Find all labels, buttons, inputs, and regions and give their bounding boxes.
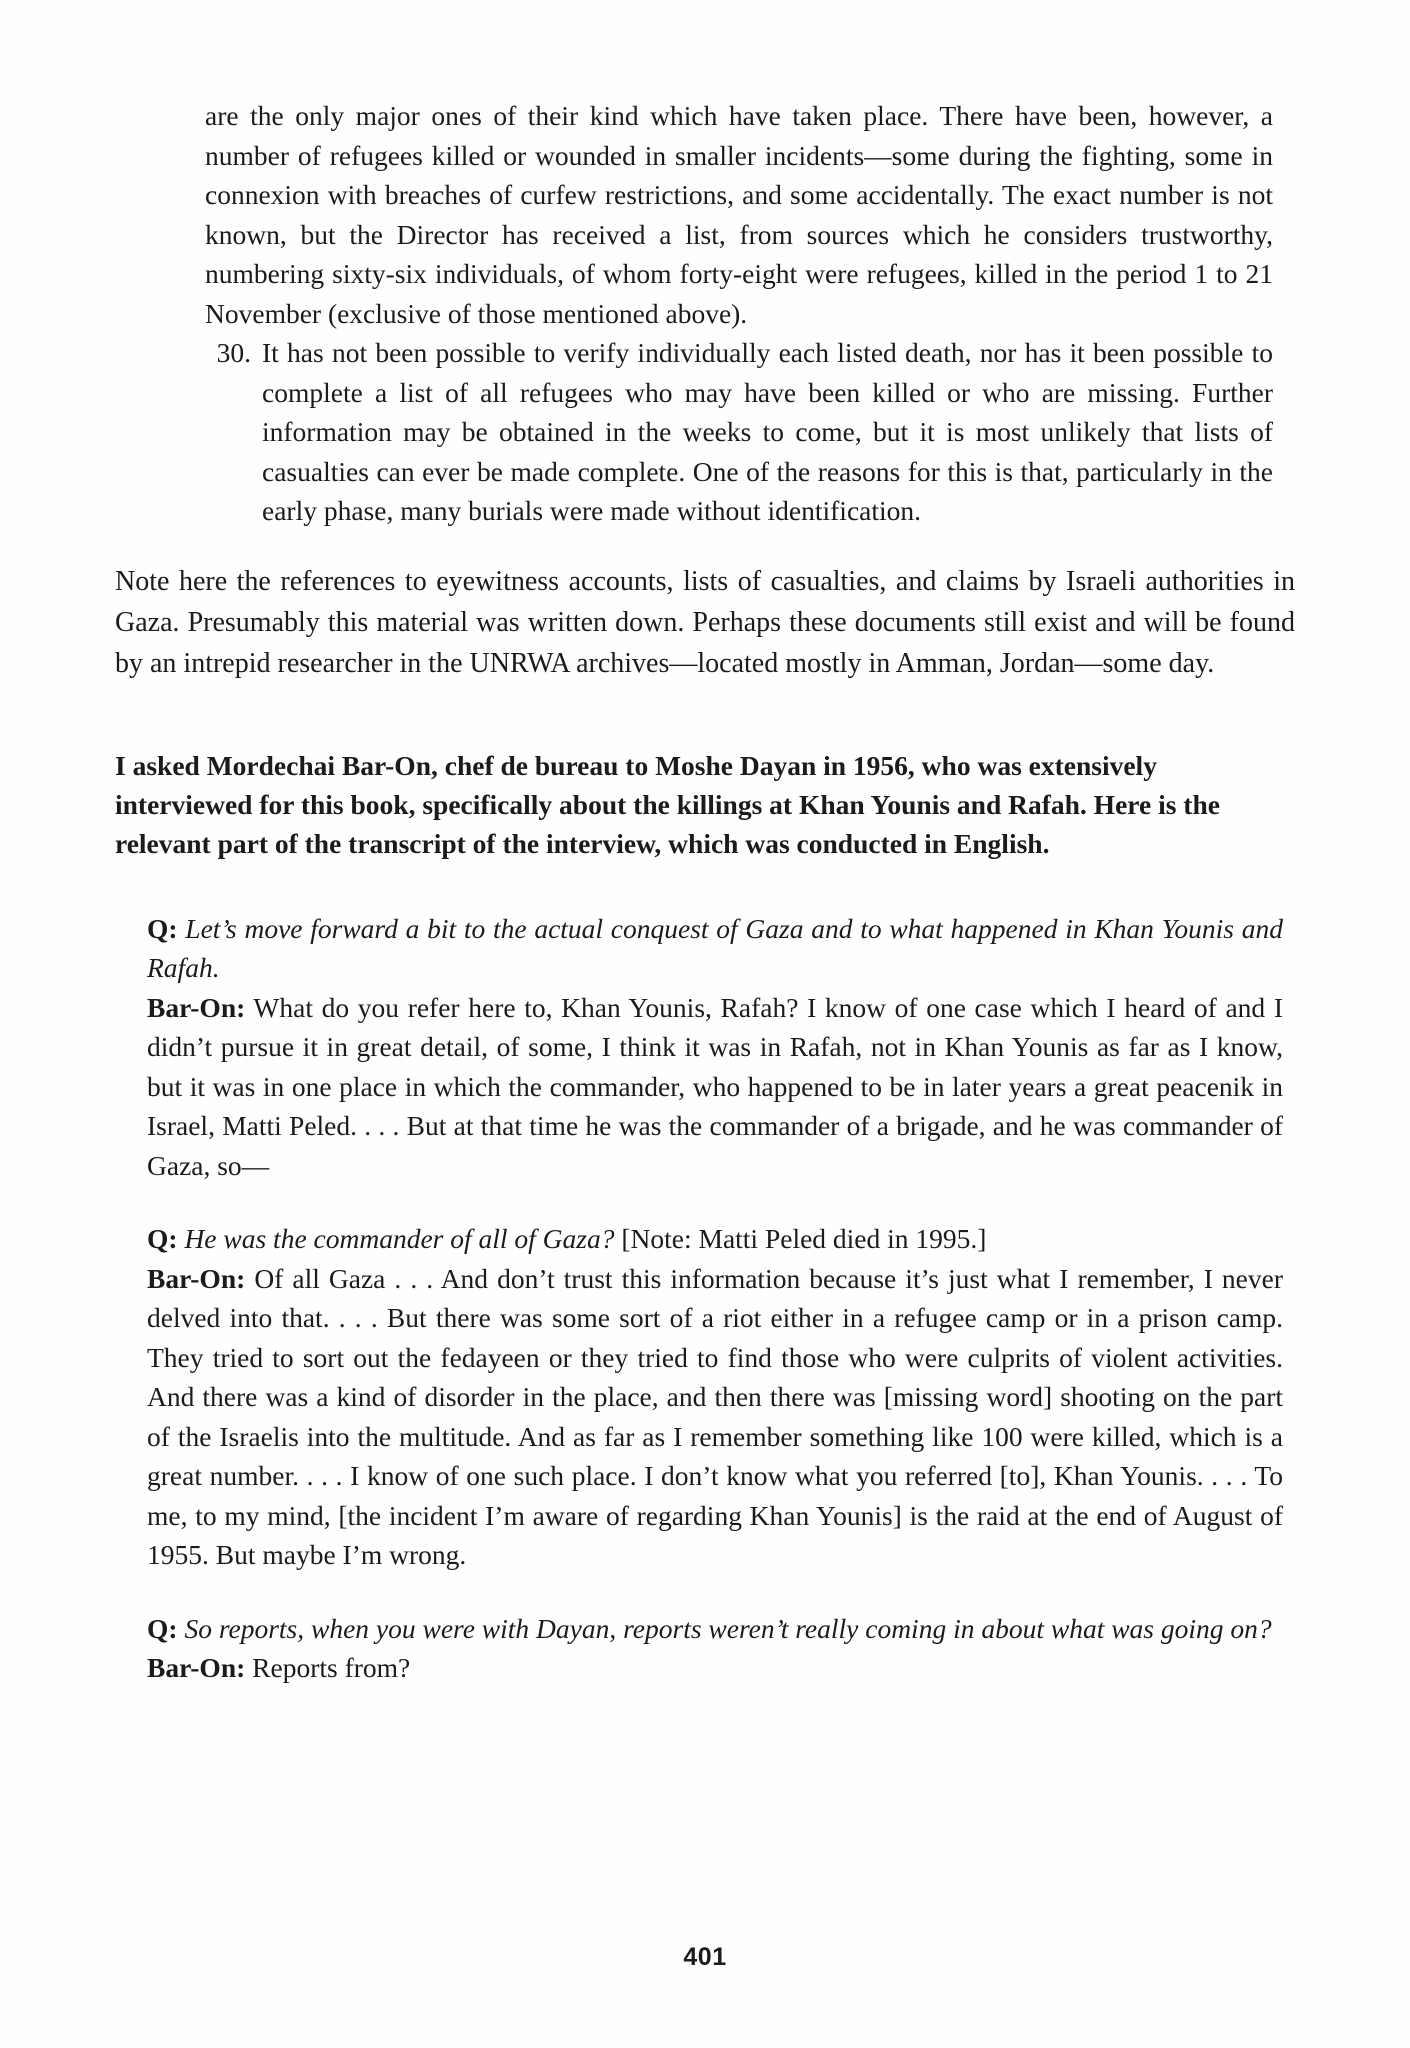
- qa-exchange: [147, 1609, 1283, 1688]
- qa-exchange: [147, 909, 1283, 1186]
- question-line: [147, 909, 1283, 988]
- question-line: [147, 1219, 1283, 1259]
- answer-text: Reports from?: [245, 1652, 411, 1683]
- question-label: Q:: [147, 912, 178, 944]
- question-label: Q:: [147, 1612, 178, 1644]
- report-paragraph-29-continued: are the only major ones of their kind which have taken place. There have been, however, a number of refugees killed or wounded in smaller incidents—some during the fighting, some in connexion with breaches of curfew restrictions, and some accidentally. The exact number is not known, but the Director has received a list, from sources which he considers trustworthy, numbering sixty-six individuals, of whom forty-eight were refugees, killed in the period 1 to 21 November (exclusive of those mentioned above).: [205, 100, 1273, 329]
- qa-exchange: [147, 1219, 1283, 1575]
- answer-text: Of all Gaza . . . And don’t trust this information because it’s just what I remember, I never delved into that. . . . But there was some sort of a riot either in a refugee camp or in a prison camp. They tried to sort out the fedayeen or they tried to find those who were culprits of violent activities. And there was a kind of disorder in the place, and then there was [missing word] shooting on the part of the Israelis into the multitude. And as far as I remember something like 100 were killed, which is a great number. . . . I know of one such place. I don’t know what you referred [to], Khan Younis. . . . To me, to my mind, [the incident I’m aware of regarding Khan Younis] is the raid at the end of August of 1955. But maybe I’m wrong.: [147, 1262, 1283, 1570]
- question-label: Q:: [147, 1223, 178, 1254]
- answer-text: What do you refer here to, Khan Younis, Rafah? I know of one case which I heard of and I didn’t pursue it in great detail, of some, I think it was in Rafah, not in Khan Younis as far as I know, but it was in one place in which the commander, who happened to be in later years a great peacenik in Israel, Matti Peled. . . . But at that time he was the commander of a brigade, and he was commander of Gaza, so—: [147, 991, 1283, 1181]
- question-editor-note: [Note: Matti Peled died in 1995.]: [614, 1223, 987, 1254]
- answer-line: [147, 988, 1283, 1186]
- page-content: [115, 96, 1295, 1688]
- question-text: Let’s move forward a bit to the actual conquest of Gaza and to what happened in Khan Younis and Rafah.: [147, 912, 1283, 983]
- question-text: So reports, when you were with Dayan, reports weren’t really coming in about what was going on?: [177, 1612, 1272, 1644]
- list-item-number: 30.: [216, 337, 251, 368]
- report-list-item-30: [205, 333, 1273, 531]
- answer-label: Bar-On:: [147, 1652, 246, 1683]
- interview-lead-in-paragraph: I asked Mordechai Bar-On, chef de bureau to Moshe Dayan in 1956, who was extensively interviewed for this book, specifically about the killings at Khan Younis and Rafah. Here is the relevant part of the transcript of the interview, which was conducted in English.: [115, 749, 1220, 859]
- answer-line: [147, 1259, 1283, 1575]
- page-number: 401: [683, 1943, 727, 1971]
- answer-label: Bar-On:: [147, 1262, 246, 1294]
- author-commentary-paragraph: Note here the references to eyewitness accounts, lists of casualties, and claims by Israeli authorities in Gaza. Presumably this material was written down. Perhaps these documents still exist and will be found by an intrepid researcher in the UNRWA archives—located mostly in Amman, Jordan—some day.: [115, 565, 1295, 679]
- question-line: [147, 1609, 1283, 1649]
- answer-line: [147, 1648, 1283, 1688]
- quoted-report-block: [205, 96, 1273, 531]
- answer-label: Bar-On:: [147, 991, 246, 1023]
- interview-transcript: [147, 909, 1283, 1688]
- question-text: He was the commander of all of Gaza?: [177, 1223, 615, 1254]
- list-item-text: It has not been possible to verify individually each listed death, nor has it been possible to complete a list of all refugees who may have been killed or who are missing. Further information may be obtained in the weeks to come, but it is most unlikely that lists of casualties can ever be made complete. One of the reasons for this is that, particularly in the early phase, many burials were made without identification.: [262, 337, 1273, 526]
